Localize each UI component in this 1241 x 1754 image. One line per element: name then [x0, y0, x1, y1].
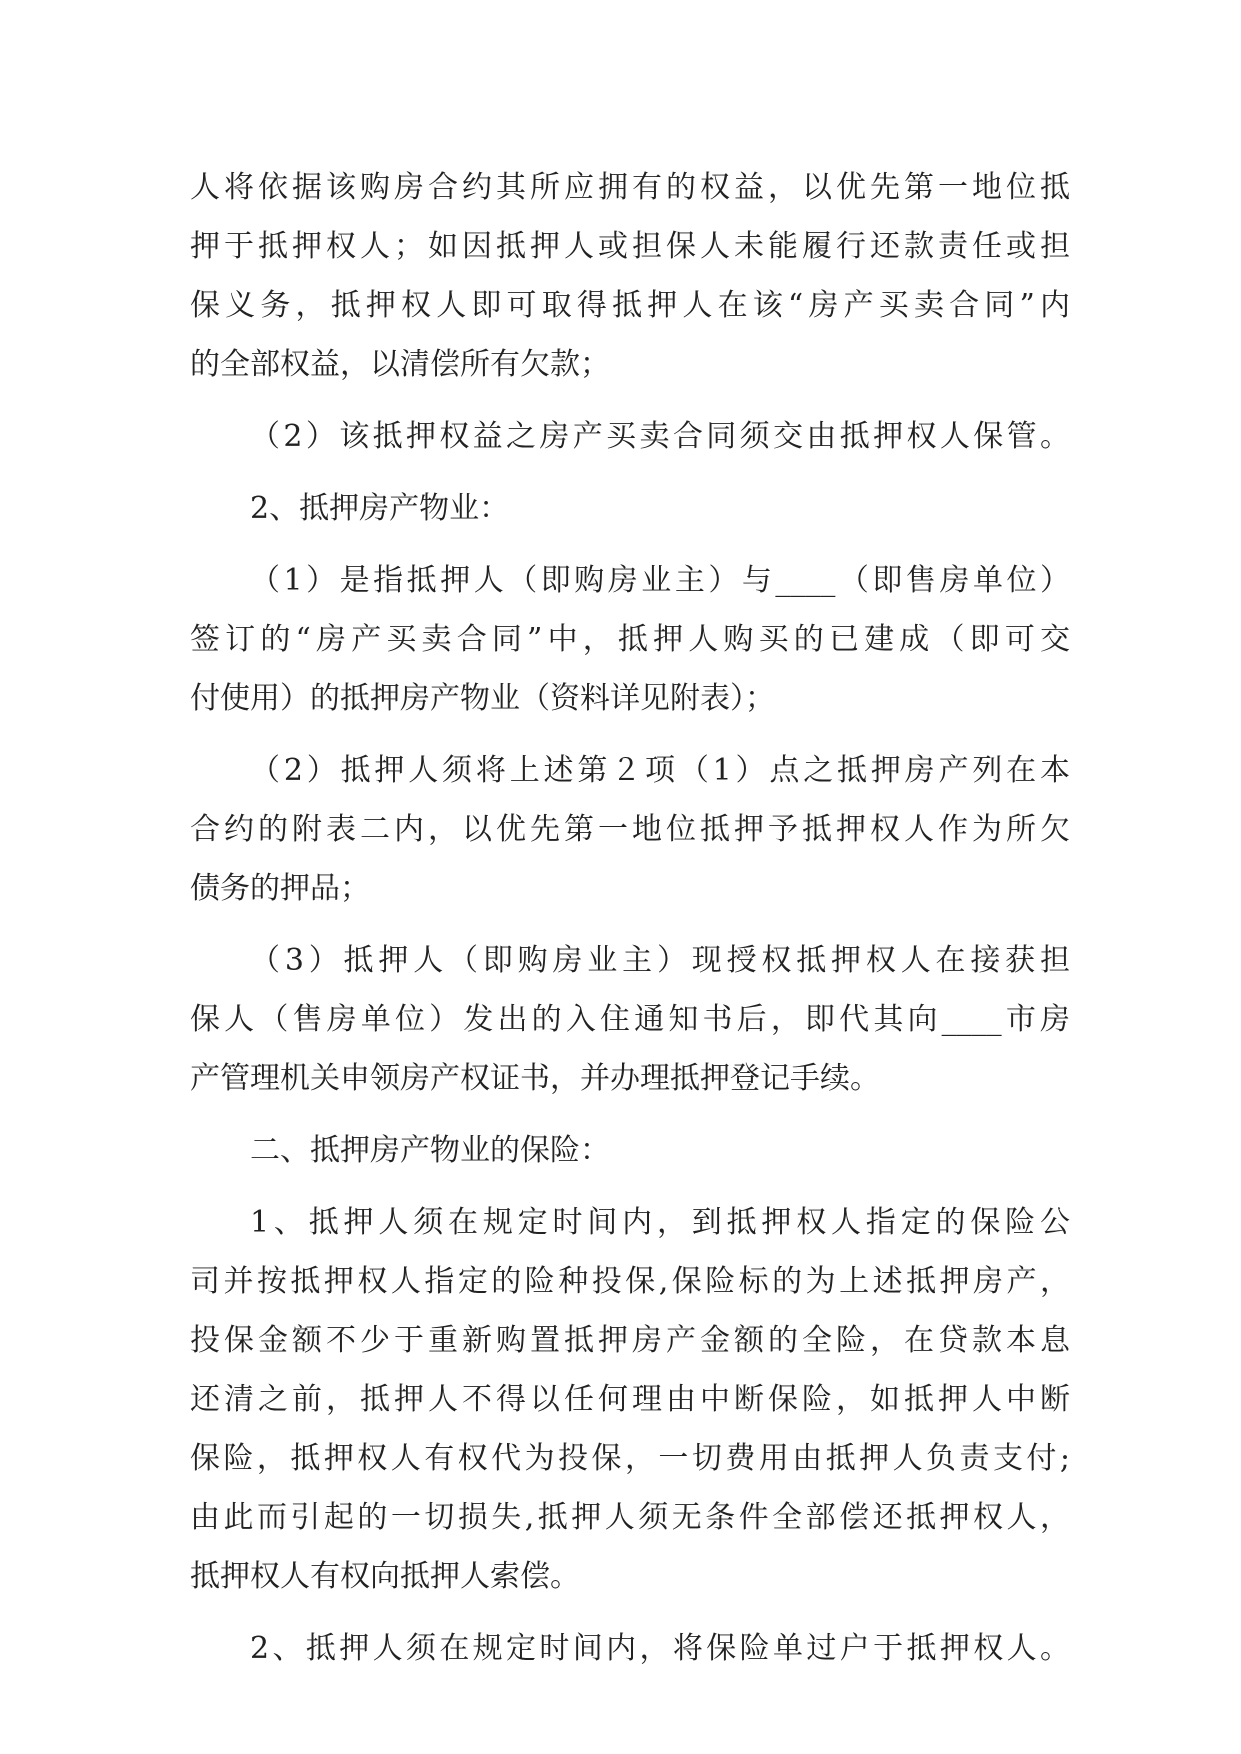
text-line: 还清之前，抵押人不得以任何理由中断保险，如抵押人中断: [190, 1382, 1070, 1417]
text-line: 保险，抵押权人有权代为投保，一切费用由抵押人负责支付;: [190, 1441, 1070, 1476]
text-line: 人将依据该购房合约其所应拥有的权益，以优先第一地位抵: [190, 170, 1070, 205]
text-line: 付使用）的抵押房产物业（资料详见附表）；: [190, 681, 775, 716]
section-heading: [190, 479, 1070, 538]
text-line: （1）是指抵押人（即购房业主）与____（即售房单位）: [250, 563, 1070, 598]
text-line: 投保金额不少于重新购置抵押房产金额的全险，在贷款本息: [190, 1323, 1070, 1358]
text-line: 的全部权益，以清偿所有欠款；: [190, 347, 610, 382]
text-line: （2）抵押人须将上述第２项（1）点之抵押房产列在本: [250, 753, 1070, 788]
text-line: （3）抵押人（即购房业主）现授权抵押权人在接获担: [250, 943, 1070, 978]
text-line: 1、抵押人须在规定时间内，到抵押权人指定的保险公: [250, 1205, 1070, 1240]
paragraph: [190, 1619, 1070, 1678]
text-line: （2）该抵押权益之房产买卖合同须交由抵押权人保管。: [250, 419, 1070, 454]
paragraph: [190, 551, 1070, 728]
text-line: 签订的“房产买卖合同”中，抵押人购买的已建成（即可交: [190, 622, 1070, 657]
paragraph: [190, 1193, 1070, 1606]
text-line: 由此而引起的一切损失,抵押人须无条件全部偿还抵押权人，: [190, 1500, 1070, 1535]
text-line: 保义务，抵押权人即可取得抵押人在该“房产买卖合同”内: [190, 288, 1070, 323]
text-line: 债务的押品；: [190, 871, 370, 906]
paragraph: [190, 407, 1070, 466]
text-line: 产管理机关申领房产权证书，并办理抵押登记手续。: [190, 1061, 880, 1096]
text-line: 2、抵押人须在规定时间内，将保险单过户于抵押权人。: [250, 1631, 1070, 1666]
text-line: 2、抵押房产物业：: [250, 491, 510, 526]
text-line: 二、抵押房产物业的保险：: [250, 1133, 610, 1168]
text-line: 押于抵押权人；如因抵押人或担保人未能履行还款责任或担: [190, 229, 1070, 264]
paragraph: [190, 158, 1070, 394]
text-line: 司并按抵押权人指定的险种投保,保险标的为上述抵押房产，: [190, 1264, 1070, 1299]
text-line: 抵押权人有权向抵押人索偿。: [190, 1559, 580, 1594]
text-line: 保人（售房单位）发出的入住通知书后，即代其向____市房: [190, 1002, 1070, 1037]
paragraph: [190, 931, 1070, 1108]
paragraph: [190, 741, 1070, 918]
text-line: 合约的附表二内，以优先第一地位抵押予抵押权人作为所欠: [190, 812, 1070, 847]
document-body: [190, 158, 1070, 1678]
section-heading: [190, 1121, 1070, 1180]
